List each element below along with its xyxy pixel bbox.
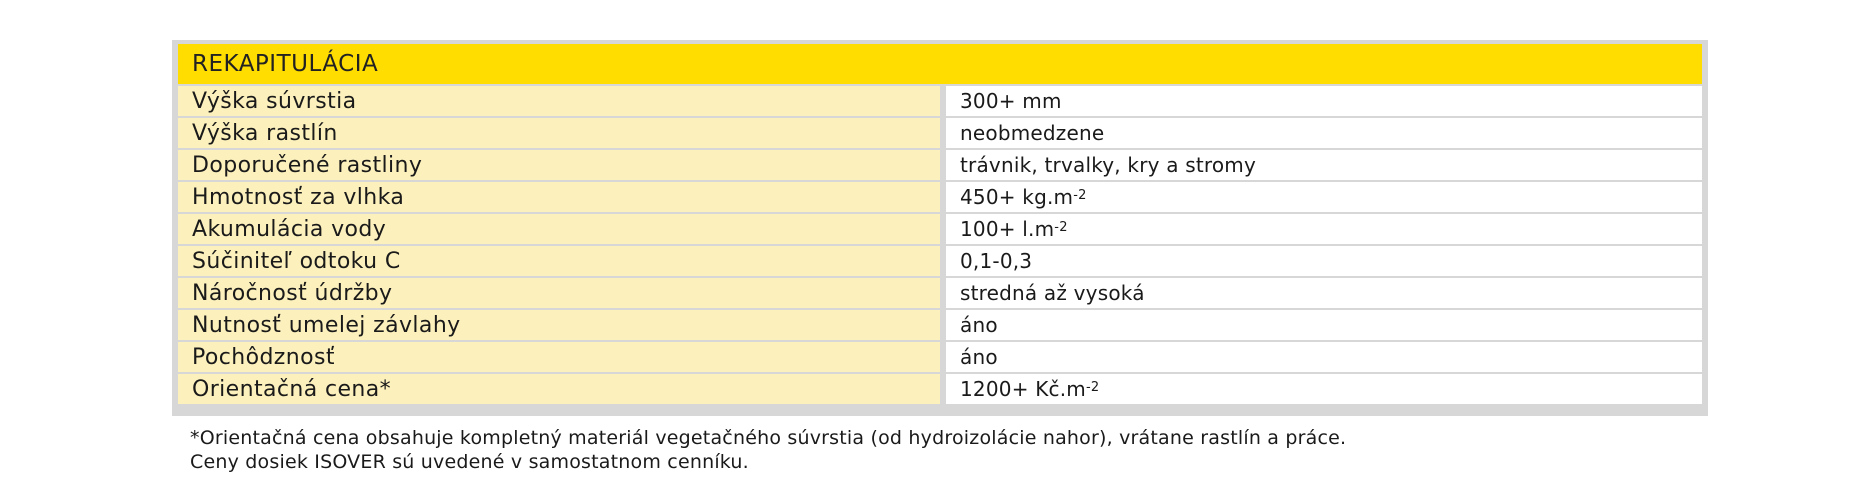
row-value [946, 182, 1702, 212]
row-value-text: 0,1-0,3 [960, 249, 1033, 273]
table-row [178, 278, 1702, 308]
recap-table [172, 40, 1708, 416]
row-value-text: 450+ kg.m [960, 185, 1074, 209]
row-value [946, 86, 1702, 116]
table-row [178, 214, 1702, 244]
table-row [178, 182, 1702, 212]
table-row [178, 86, 1702, 116]
row-value-superscript: -2 [1054, 219, 1068, 235]
table-title: REKAPITULÁCIA [178, 44, 1702, 84]
row-label: Doporučené rastliny [178, 150, 940, 180]
row-value-text: áno [960, 345, 998, 369]
row-label: Orientačná cena* [178, 374, 940, 404]
row-value-text: 300+ mm [960, 89, 1062, 113]
row-value-text: stredná až vysoká [960, 281, 1145, 305]
table-rows [178, 86, 1702, 404]
footnote-line-price: *Orientačná cena obsahuje kompletný materiál vegetačného súvrstia (od hydroizolácie nahor), vrátane rastlín a práce. [190, 427, 1347, 449]
table-row [178, 246, 1702, 276]
footnote-line-isover: Ceny dosiek ISOVER sú uvedené v samostatnom cenníku. [190, 451, 749, 473]
row-value-text: trávnik, trvalky, kry a stromy [960, 153, 1257, 177]
row-label: Akumulácia vody [178, 214, 940, 244]
footnote [190, 426, 1346, 474]
row-value-text: 1200+ Kč.m [960, 377, 1086, 401]
row-value-superscript: -2 [1085, 379, 1100, 395]
table-row [178, 118, 1702, 148]
row-value [946, 214, 1702, 244]
row-value [946, 150, 1702, 180]
row-label: Náročnosť údržby [178, 278, 940, 308]
row-value [946, 342, 1702, 372]
row-value [946, 246, 1702, 276]
table-row [178, 150, 1702, 180]
row-label: Hmotnosť za vlhka [178, 182, 940, 212]
row-label: Výška rastlín [178, 118, 940, 148]
row-value-text: áno [960, 313, 998, 337]
row-value [946, 118, 1702, 148]
row-label: Výška súvrstia [178, 86, 940, 116]
row-value [946, 278, 1702, 308]
row-value-text: 100+ l.m [960, 217, 1055, 241]
table-row [178, 342, 1702, 372]
row-value [946, 374, 1702, 404]
table-row [178, 310, 1702, 340]
row-label: Pochôdznosť [178, 342, 940, 372]
table-row [178, 374, 1702, 404]
row-value-text: neobmedzene [960, 121, 1105, 145]
row-label: Súčiniteľ odtoku C [178, 246, 940, 276]
row-label: Nutnosť umelej závlahy [178, 310, 940, 340]
row-value [946, 310, 1702, 340]
row-value-superscript: -2 [1073, 187, 1087, 203]
